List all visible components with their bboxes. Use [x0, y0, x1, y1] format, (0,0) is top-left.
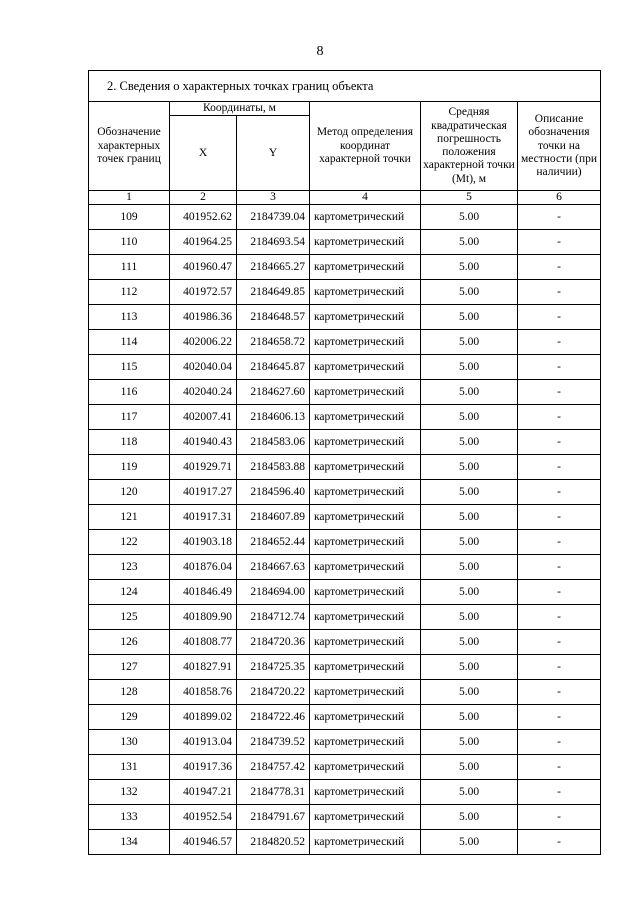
- cell-coordinate-y: 2184665.27: [237, 255, 310, 280]
- cell-point-id: 132: [89, 780, 170, 805]
- cell-point-id: 118: [89, 430, 170, 455]
- column-number: 2: [170, 191, 237, 205]
- cell-method: картометрический: [310, 580, 421, 605]
- cell-accuracy: 5.00: [421, 530, 518, 555]
- cell-method: картометрический: [310, 505, 421, 530]
- table-row: [89, 530, 601, 555]
- cell-point-id: 123: [89, 555, 170, 580]
- cell-method: картометрический: [310, 380, 421, 405]
- cell-description: -: [518, 280, 601, 305]
- cell-method: картометрический: [310, 605, 421, 630]
- cell-coordinate-x: 401986.36: [170, 305, 237, 330]
- column-number: 3: [237, 191, 310, 205]
- table-row: [89, 605, 601, 630]
- cell-description: -: [518, 530, 601, 555]
- table-row: [89, 205, 601, 230]
- cell-point-id: 127: [89, 655, 170, 680]
- table-row: [89, 755, 601, 780]
- table-row: [89, 255, 601, 280]
- cell-method: картометрический: [310, 330, 421, 355]
- cell-accuracy: 5.00: [421, 480, 518, 505]
- cell-method: картометрический: [310, 255, 421, 280]
- cell-description: -: [518, 655, 601, 680]
- page-number: 8: [316, 44, 324, 59]
- cell-description: -: [518, 480, 601, 505]
- cell-point-id: 113: [89, 305, 170, 330]
- cell-accuracy: 5.00: [421, 230, 518, 255]
- header-description: Описание обозначения точки на местности (при наличии): [518, 102, 601, 191]
- cell-description: -: [518, 605, 601, 630]
- cell-method: картометрический: [310, 480, 421, 505]
- cell-description: -: [518, 430, 601, 455]
- cell-description: -: [518, 230, 601, 255]
- cell-method: картометрический: [310, 530, 421, 555]
- cell-method: картометрический: [310, 830, 421, 855]
- cell-coordinate-x: 401846.49: [170, 580, 237, 605]
- column-number: 1: [89, 191, 170, 205]
- header-y: Y: [237, 116, 310, 191]
- cell-method: картометрический: [310, 755, 421, 780]
- cell-method: картометрический: [310, 630, 421, 655]
- cell-accuracy: 5.00: [421, 655, 518, 680]
- header-x: X: [170, 116, 237, 191]
- cell-accuracy: 5.00: [421, 730, 518, 755]
- cell-coordinate-x: 401952.62: [170, 205, 237, 230]
- cell-accuracy: 5.00: [421, 255, 518, 280]
- table-row: [89, 555, 601, 580]
- cell-method: картометрический: [310, 405, 421, 430]
- cell-method: картометрический: [310, 430, 421, 455]
- cell-coordinate-y: 2184791.67: [237, 805, 310, 830]
- cell-coordinate-y: 2184739.04: [237, 205, 310, 230]
- cell-description: -: [518, 380, 601, 405]
- cell-coordinate-x: 401858.76: [170, 680, 237, 705]
- table-row: [89, 305, 601, 330]
- cell-description: -: [518, 305, 601, 330]
- cell-coordinate-x: 401946.57: [170, 830, 237, 855]
- cell-coordinate-y: 2184649.85: [237, 280, 310, 305]
- cell-point-id: 111: [89, 255, 170, 280]
- table-row: [89, 280, 601, 305]
- cell-coordinate-y: 2184596.40: [237, 480, 310, 505]
- cell-coordinate-y: 2184739.52: [237, 730, 310, 755]
- table-row: [89, 680, 601, 705]
- cell-coordinate-y: 2184667.63: [237, 555, 310, 580]
- cell-point-id: 121: [89, 505, 170, 530]
- cell-coordinate-y: 2184820.52: [237, 830, 310, 855]
- cell-coordinate-y: 2184693.54: [237, 230, 310, 255]
- cell-coordinate-x: 401947.21: [170, 780, 237, 805]
- cell-method: картометрический: [310, 455, 421, 480]
- cell-coordinate-y: 2184694.00: [237, 580, 310, 605]
- cell-description: -: [518, 455, 601, 480]
- cell-accuracy: 5.00: [421, 630, 518, 655]
- cell-point-id: 125: [89, 605, 170, 630]
- cell-description: -: [518, 355, 601, 380]
- header-point-label: Обозначение характерных точек границ: [89, 102, 170, 191]
- cell-accuracy: 5.00: [421, 380, 518, 405]
- cell-coordinate-x: 401903.18: [170, 530, 237, 555]
- table-row: [89, 405, 601, 430]
- cell-point-id: 112: [89, 280, 170, 305]
- cell-accuracy: 5.00: [421, 280, 518, 305]
- cell-coordinate-x: 402040.04: [170, 355, 237, 380]
- cell-coordinate-y: 2184645.87: [237, 355, 310, 380]
- cell-point-id: 116: [89, 380, 170, 405]
- cell-coordinate-y: 2184627.60: [237, 380, 310, 405]
- cell-coordinate-y: 2184712.74: [237, 605, 310, 630]
- cell-accuracy: 5.00: [421, 755, 518, 780]
- cell-coordinate-y: 2184583.06: [237, 430, 310, 455]
- cell-method: картометрический: [310, 280, 421, 305]
- cell-method: картометрический: [310, 730, 421, 755]
- table-row: [89, 230, 601, 255]
- cell-coordinate-x: 401964.25: [170, 230, 237, 255]
- cell-description: -: [518, 830, 601, 855]
- table-row: [89, 780, 601, 805]
- column-number: 6: [518, 191, 601, 205]
- header-accuracy: Средняя квадратическая погрешность положения характерной точки (Mt), м: [421, 102, 518, 191]
- cell-coordinate-y: 2184725.35: [237, 655, 310, 680]
- cell-accuracy: 5.00: [421, 805, 518, 830]
- table-row: [89, 505, 601, 530]
- cell-method: картометрический: [310, 305, 421, 330]
- cell-coordinate-x: 401940.43: [170, 430, 237, 455]
- cell-method: картометрический: [310, 705, 421, 730]
- header-coordinates: Координаты, м: [170, 102, 310, 116]
- cell-accuracy: 5.00: [421, 555, 518, 580]
- cell-accuracy: 5.00: [421, 305, 518, 330]
- cell-method: картометрический: [310, 355, 421, 380]
- cell-description: -: [518, 755, 601, 780]
- cell-description: -: [518, 780, 601, 805]
- cell-point-id: 115: [89, 355, 170, 380]
- cell-coordinate-y: 2184778.31: [237, 780, 310, 805]
- cell-point-id: 122: [89, 530, 170, 555]
- cell-description: -: [518, 505, 601, 530]
- cell-description: -: [518, 405, 601, 430]
- cell-coordinate-y: 2184720.22: [237, 680, 310, 705]
- cell-coordinate-x: 401827.91: [170, 655, 237, 680]
- cell-coordinate-x: 401899.02: [170, 705, 237, 730]
- table-row: [89, 430, 601, 455]
- table-row: [89, 580, 601, 605]
- cell-point-id: 109: [89, 205, 170, 230]
- cell-coordinate-x: 401960.47: [170, 255, 237, 280]
- cell-coordinate-y: 2184722.46: [237, 705, 310, 730]
- table-row: [89, 330, 601, 355]
- table-row: [89, 655, 601, 680]
- header-method: Метод определения координат характерной точки: [310, 102, 421, 191]
- table-row: [89, 480, 601, 505]
- cell-method: картометрический: [310, 205, 421, 230]
- cell-coordinate-y: 2184607.89: [237, 505, 310, 530]
- cell-description: -: [518, 730, 601, 755]
- cell-method: картометрический: [310, 655, 421, 680]
- cell-point-id: 117: [89, 405, 170, 430]
- boundary-points-table: [88, 70, 601, 855]
- table-row: [89, 730, 601, 755]
- cell-method: картометрический: [310, 780, 421, 805]
- table-row: [89, 805, 601, 830]
- cell-coordinate-x: 401917.27: [170, 480, 237, 505]
- cell-point-id: 124: [89, 580, 170, 605]
- section-title: 2. Сведения о характерных точках границ объекта: [89, 71, 601, 102]
- cell-method: картометрический: [310, 680, 421, 705]
- cell-accuracy: 5.00: [421, 405, 518, 430]
- cell-accuracy: 5.00: [421, 830, 518, 855]
- table-row: [89, 830, 601, 855]
- cell-coordinate-y: 2184652.44: [237, 530, 310, 555]
- cell-method: картометрический: [310, 230, 421, 255]
- cell-coordinate-x: 401809.90: [170, 605, 237, 630]
- cell-accuracy: 5.00: [421, 780, 518, 805]
- table-row: [89, 630, 601, 655]
- cell-coordinate-x: 401808.77: [170, 630, 237, 655]
- cell-coordinate-x: 401917.36: [170, 755, 237, 780]
- cell-description: -: [518, 330, 601, 355]
- cell-point-id: 131: [89, 755, 170, 780]
- cell-accuracy: 5.00: [421, 455, 518, 480]
- column-number: 5: [421, 191, 518, 205]
- cell-description: -: [518, 255, 601, 280]
- cell-point-id: 130: [89, 730, 170, 755]
- cell-method: картометрический: [310, 805, 421, 830]
- cell-method: картометрический: [310, 555, 421, 580]
- cell-description: -: [518, 555, 601, 580]
- cell-coordinate-x: 402006.22: [170, 330, 237, 355]
- cell-accuracy: 5.00: [421, 430, 518, 455]
- cell-coordinate-y: 2184648.57: [237, 305, 310, 330]
- cell-coordinate-x: 401917.31: [170, 505, 237, 530]
- cell-point-id: 133: [89, 805, 170, 830]
- cell-point-id: 129: [89, 705, 170, 730]
- table-row: [89, 455, 601, 480]
- cell-coordinate-y: 2184720.36: [237, 630, 310, 655]
- cell-point-id: 114: [89, 330, 170, 355]
- cell-point-id: 134: [89, 830, 170, 855]
- table-row: [89, 705, 601, 730]
- cell-coordinate-x: 402007.41: [170, 405, 237, 430]
- cell-accuracy: 5.00: [421, 580, 518, 605]
- cell-point-id: 126: [89, 630, 170, 655]
- cell-coordinate-y: 2184757.42: [237, 755, 310, 780]
- cell-description: -: [518, 580, 601, 605]
- cell-coordinate-y: 2184658.72: [237, 330, 310, 355]
- cell-coordinate-x: 401876.04: [170, 555, 237, 580]
- cell-description: -: [518, 205, 601, 230]
- cell-description: -: [518, 705, 601, 730]
- table-row: [89, 355, 601, 380]
- cell-description: -: [518, 630, 601, 655]
- cell-description: -: [518, 805, 601, 830]
- column-number: 4: [310, 191, 421, 205]
- cell-point-id: 120: [89, 480, 170, 505]
- cell-coordinate-x: 401913.04: [170, 730, 237, 755]
- cell-accuracy: 5.00: [421, 505, 518, 530]
- cell-accuracy: 5.00: [421, 355, 518, 380]
- cell-accuracy: 5.00: [421, 205, 518, 230]
- cell-accuracy: 5.00: [421, 680, 518, 705]
- cell-coordinate-y: 2184606.13: [237, 405, 310, 430]
- cell-description: -: [518, 680, 601, 705]
- cell-point-id: 110: [89, 230, 170, 255]
- cell-accuracy: 5.00: [421, 330, 518, 355]
- cell-point-id: 128: [89, 680, 170, 705]
- cell-coordinate-x: 401929.71: [170, 455, 237, 480]
- cell-coordinate-x: 402040.24: [170, 380, 237, 405]
- cell-accuracy: 5.00: [421, 705, 518, 730]
- cell-coordinate-x: 401952.54: [170, 805, 237, 830]
- cell-coordinate-y: 2184583.88: [237, 455, 310, 480]
- cell-coordinate-x: 401972.57: [170, 280, 237, 305]
- table-row: [89, 380, 601, 405]
- cell-point-id: 119: [89, 455, 170, 480]
- cell-accuracy: 5.00: [421, 605, 518, 630]
